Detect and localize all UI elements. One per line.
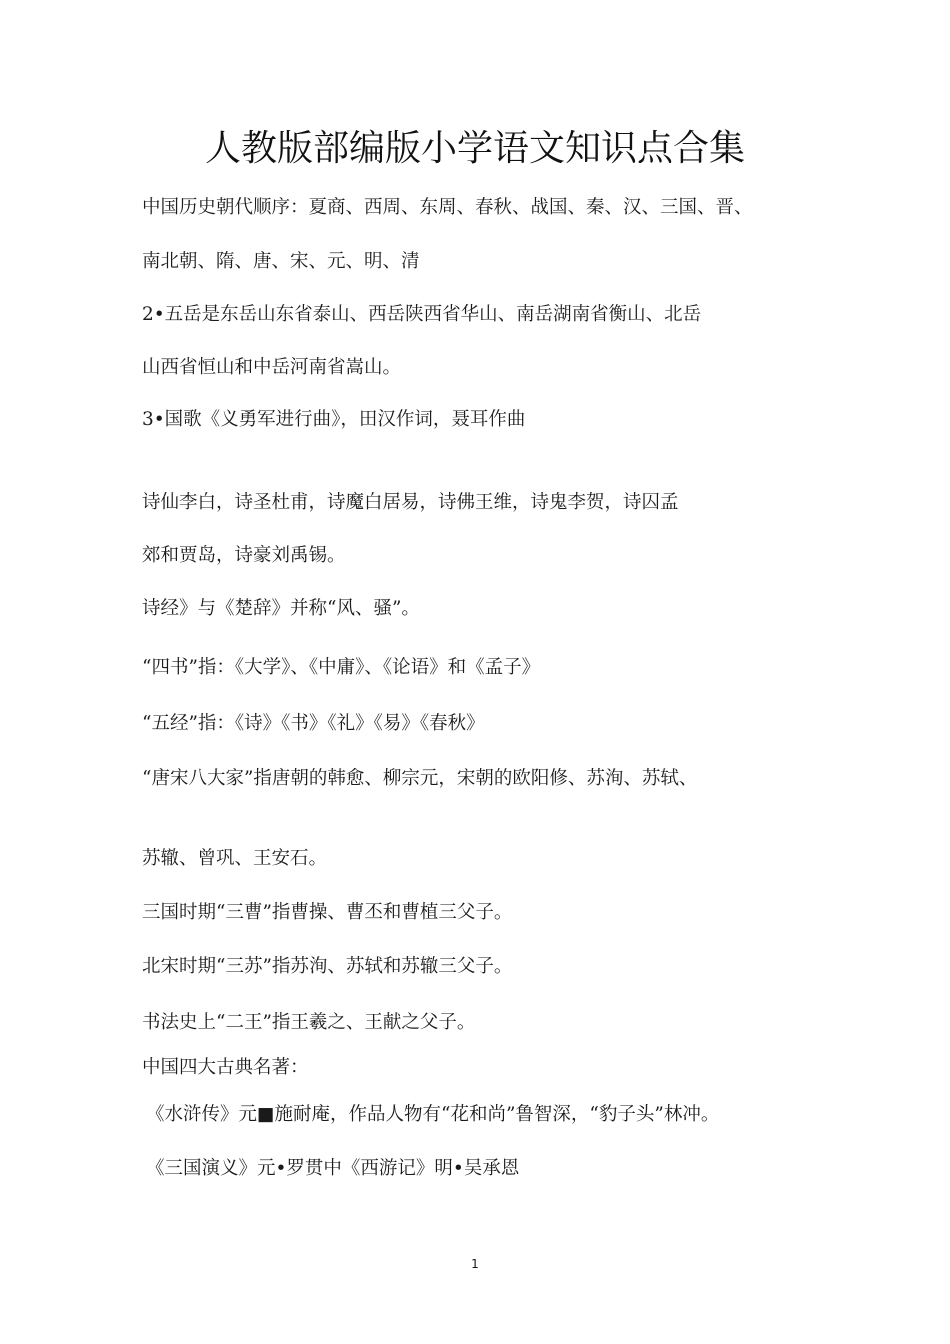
page-number: 1	[471, 1257, 479, 1271]
text-line-anthem: 3•国歌《义勇军进行曲》，田汉作词，聂耳作曲	[142, 409, 526, 430]
text-line-five-mountains-cont: 山西省恒山和中岳河南省嵩山。	[142, 357, 402, 378]
text-line-five-classics: “五经”指：《诗》《书》《礼》《易》《春秋》	[142, 713, 485, 734]
text-line-dynasties-cont: 南北朝、隋、唐、宋、元、明、清	[142, 251, 420, 272]
text-line-eight-masters: “唐宋八大家”指唐朝的韩愈、柳宗元，宋朝的欧阳修、苏洵、苏轼、	[142, 768, 698, 789]
text-line-water-margin: 《水浒传》元■施耐庵，作品人物有“花和尚”鲁智深，“豹子头”林冲。	[146, 1104, 720, 1125]
text-line-three-kingdoms: 《三国演义》元•罗贯中《西游记》明•吴承恩	[146, 1158, 520, 1179]
text-line-five-mountains: 2•五岳是东岳山东省泰山、西岳陕西省华山、南岳湖南省衡山、北岳	[142, 304, 702, 325]
text-line-three-cao: 三国时期“三曹”指曹操、曹丕和曹植三父子。	[142, 902, 513, 923]
text-line-two-wang: 书法史上“二王”指王羲之、王献之父子。	[142, 1012, 476, 1033]
text-line-poets-cont: 郊和贾岛，诗豪刘禹锡。	[142, 545, 346, 566]
text-line-poets: 诗仙李白，诗圣杜甫，诗魔白居易，诗佛王维，诗鬼李贺，诗囚孟	[142, 492, 679, 513]
text-line-dynasties: 中国历史朝代顺序：夏商、西周、东周、春秋、战国、秦、汉、三国、晋、	[142, 197, 753, 218]
text-line-three-su: 北宋时期“三苏”指苏洵、苏轼和苏辙三父子。	[142, 956, 513, 977]
document-title: 人教版部编版小学语文知识点合集	[204, 128, 745, 170]
text-line-four-classics: 中国四大古典名著：	[142, 1057, 309, 1078]
text-line-eight-masters-cont: 苏辙、曾巩、王安石。	[142, 848, 328, 869]
text-line-shijing: 诗经》与《楚辞》并称“风、骚”。	[142, 598, 420, 619]
text-line-four-books: “四书”指：《大学》、《中庸》、《论语》和《孟子》	[142, 657, 541, 678]
